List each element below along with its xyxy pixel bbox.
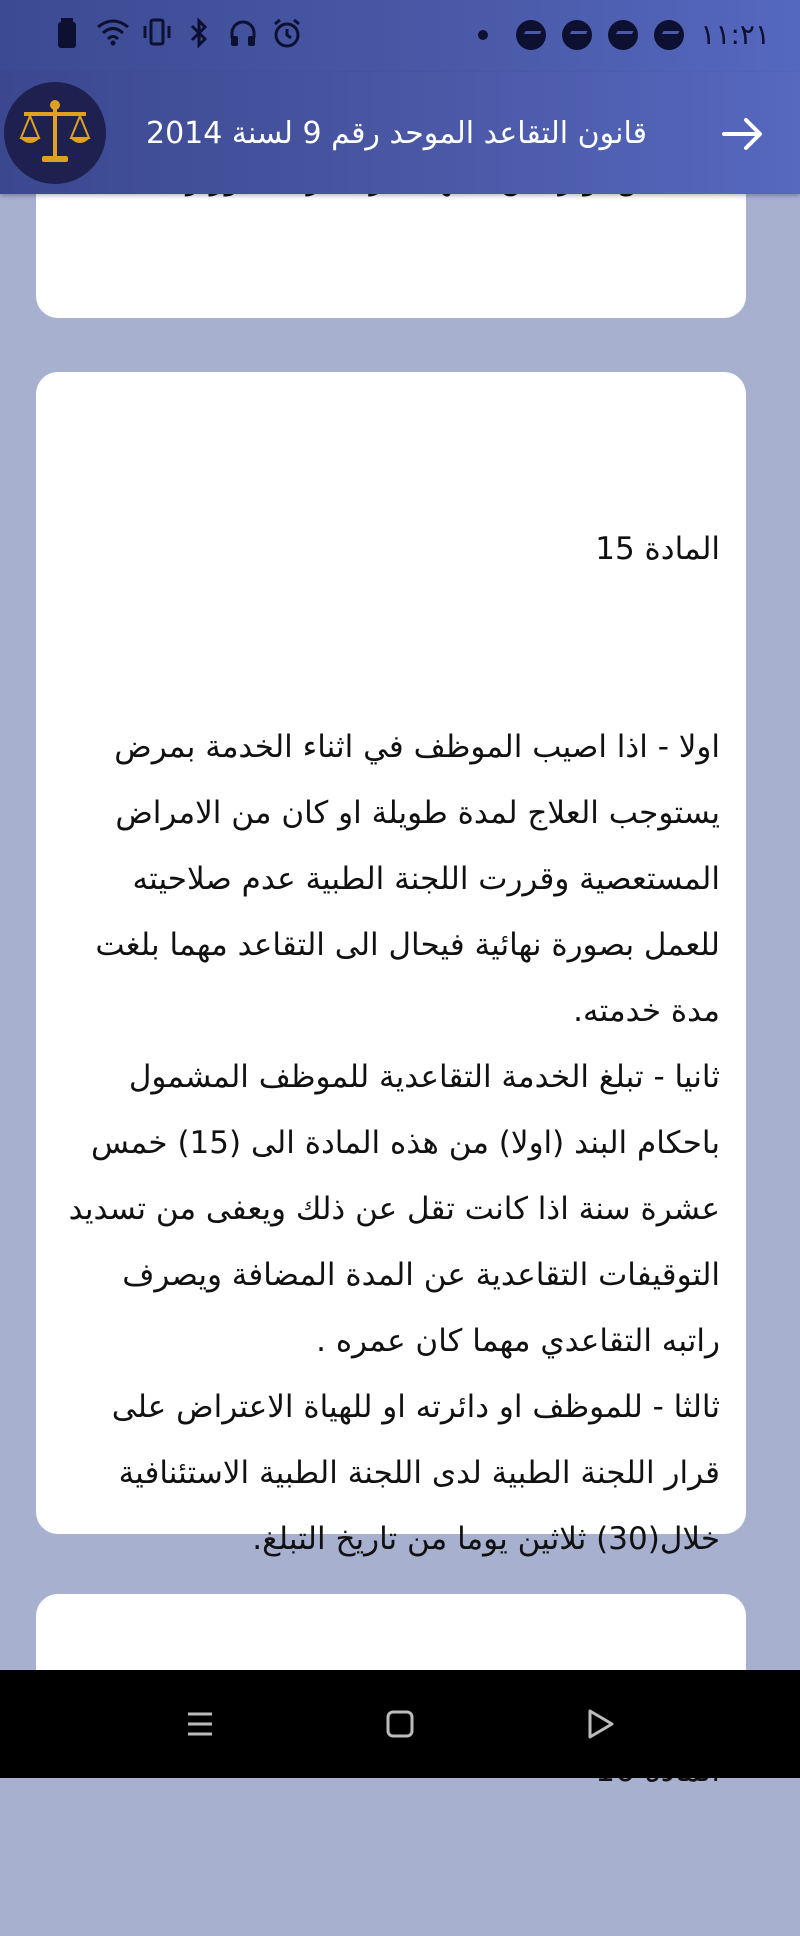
messenger-icon	[654, 20, 684, 50]
wifi-icon	[96, 18, 126, 50]
headset-icon	[228, 18, 258, 50]
page-title: قانون التقاعد الموحد رقم 9 لسنة 2014	[146, 116, 647, 151]
back-icon[interactable]	[580, 1704, 620, 1744]
bluetooth-icon	[184, 18, 214, 50]
menu-icon[interactable]	[180, 1704, 220, 1744]
messenger-icon	[562, 20, 592, 50]
notification-dot-icon	[478, 30, 488, 40]
messenger-icon	[608, 20, 638, 50]
status-time: ١١:٢١	[700, 18, 770, 51]
scales-of-justice-logo	[4, 82, 106, 184]
app-bar	[0, 72, 800, 194]
back-arrow-icon[interactable]	[718, 110, 766, 158]
articles-list[interactable]	[0, 194, 800, 1670]
vibrate-icon	[140, 18, 170, 50]
status-bar	[0, 0, 800, 72]
article-card	[36, 372, 746, 1557]
messenger-icon	[516, 20, 546, 50]
article-title: المادة 15	[595, 531, 720, 567]
alarm-icon	[272, 18, 302, 50]
battery-icon	[52, 18, 82, 50]
article-body: اولا - اذا اصيب الموظف في اثناء الخدمة بمرض يستوجب العلاج لمدة طويلة او كان من الامراض المستعصية وقررت اللجنة الطبية عدم صلاحيته للعمل بصورة نهائية فيحال الى التقاعد مهما بلغت مدة خدمته. ثانيا - تبلغ الخدمة التقاعدية للموظف المشمول باحكام البند (اولا) من هذه المادة الى (15) خمس عشرة سنة اذا كانت تقل عن ذلك ويعفى من تسديد التوقيفات التقاعدية عن المدة المضافة ويصرف راتبه التقاعدي مهما كان عمره . ثالثا - للموظف او دائرته او للهياة الاعتراض على قرار اللجنة الطبية لدى اللجنة الطبية الاستئنافية خلال(30) ثلاثين يوما من تاريخ التبلغ.	[68, 729, 720, 1557]
system-nav-bar	[0, 1670, 800, 1778]
home-icon[interactable]	[380, 1704, 420, 1744]
